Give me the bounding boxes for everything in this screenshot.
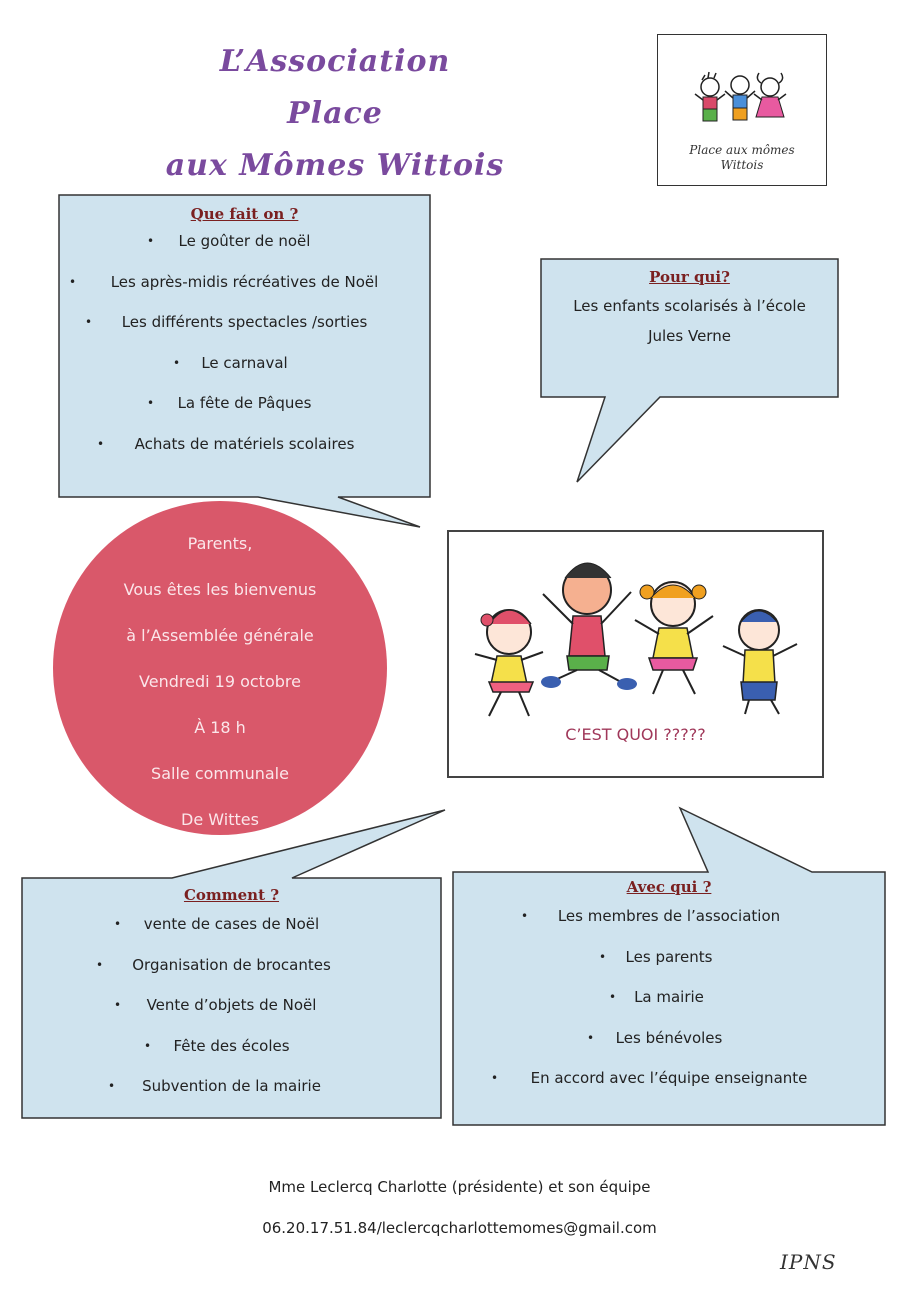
que-fait-on-heading: Que fait on ? (190, 205, 299, 223)
invitation-line: Vendredi 19 octobre (139, 672, 301, 691)
list-item: • Vente d’objets de Noël (22, 985, 441, 1026)
bullet-icon: • (85, 315, 93, 329)
bullet-icon: • (69, 274, 77, 289)
pour-qui-line-2: Jules Verne (648, 327, 731, 345)
bullet-icon: • (521, 909, 529, 923)
logo-caption-line-2: Wittois (720, 158, 764, 172)
bullet-icon: • (147, 396, 155, 410)
bullet-icon: • (108, 1079, 116, 1093)
contact-info: 06.20.17.51.84/leclercqcharlottemomes@gmail.com (262, 1219, 657, 1237)
avec-qui-heading: Avec qui ? (626, 878, 712, 896)
bullet-icon: • (173, 355, 181, 370)
cest-quoi-caption: C’EST QUOI ????? (565, 725, 706, 744)
logo-caption-line-1: Place aux mômes (689, 143, 795, 157)
pour-qui-line-1: Les enfants scolarisés à l’école (573, 297, 806, 315)
bullet-icon: • (609, 990, 617, 1004)
invitation-text (70, 521, 370, 843)
bullet-icon: • (114, 998, 122, 1012)
pour-qui-content (541, 268, 838, 350)
title-line-1: L’Association (219, 44, 451, 79)
list-item: • Achats de matériels scolaires (59, 424, 430, 465)
list-item: • Subvention de la mairie (22, 1066, 441, 1107)
bullet-icon: • (114, 917, 122, 931)
list-item: • En accord avec l’équipe enseignante (453, 1058, 885, 1099)
list-item: • Les différents spectacles /sorties (59, 302, 430, 343)
list-item: • Les parents (453, 937, 885, 978)
que-fait-on-content (59, 205, 430, 464)
list-item: • Les bénévoles (453, 1018, 885, 1059)
title-line-3: aux Mômes Wittois (165, 148, 505, 183)
invitation-line: à l’Assemblée générale (126, 626, 314, 645)
invitation-line: À 18 h (194, 718, 246, 737)
bullet-icon: • (144, 1038, 152, 1053)
avec-qui-content (453, 878, 885, 1099)
bullet-icon: • (491, 1071, 499, 1085)
list-item: • vente de cases de Noël (22, 904, 441, 945)
list-item: • Le carnaval (59, 343, 430, 384)
list-item: • Le goûter de noël (59, 221, 430, 262)
invitation-line: Parents, (187, 534, 253, 553)
bullet-icon: • (147, 234, 155, 248)
title-line-2: Place (287, 96, 383, 131)
comment-heading: Comment ? (183, 886, 280, 904)
bullet-icon: • (96, 957, 104, 972)
contact-name: Mme Leclercq Charlotte (présidente) et son équipe (268, 1178, 651, 1196)
list-item: • Les membres de l’association (453, 896, 885, 937)
invitation-line: Salle communale (151, 764, 289, 783)
invitation-line: Vous êtes les bienvenus (123, 580, 317, 599)
jumping-kids-icon (449, 532, 822, 722)
kids-illustration-box (447, 530, 824, 778)
list-item: • La fête de Pâques (59, 383, 430, 424)
pour-qui-heading: Pour qui? (649, 268, 730, 286)
bullet-icon: • (587, 1030, 595, 1045)
ipns-stamp: IPNS (780, 1250, 837, 1274)
invitation-line: De Wittes (181, 810, 259, 829)
list-item: • Organisation de brocantes (22, 945, 441, 986)
bullet-icon: • (97, 436, 105, 451)
list-item: • Les après-midis récréatives de Noël (59, 262, 430, 303)
comment-content (22, 886, 441, 1107)
bullet-icon: • (599, 949, 607, 964)
list-item: • La mairie (453, 977, 885, 1018)
list-item: • Fête des écoles (22, 1026, 441, 1067)
